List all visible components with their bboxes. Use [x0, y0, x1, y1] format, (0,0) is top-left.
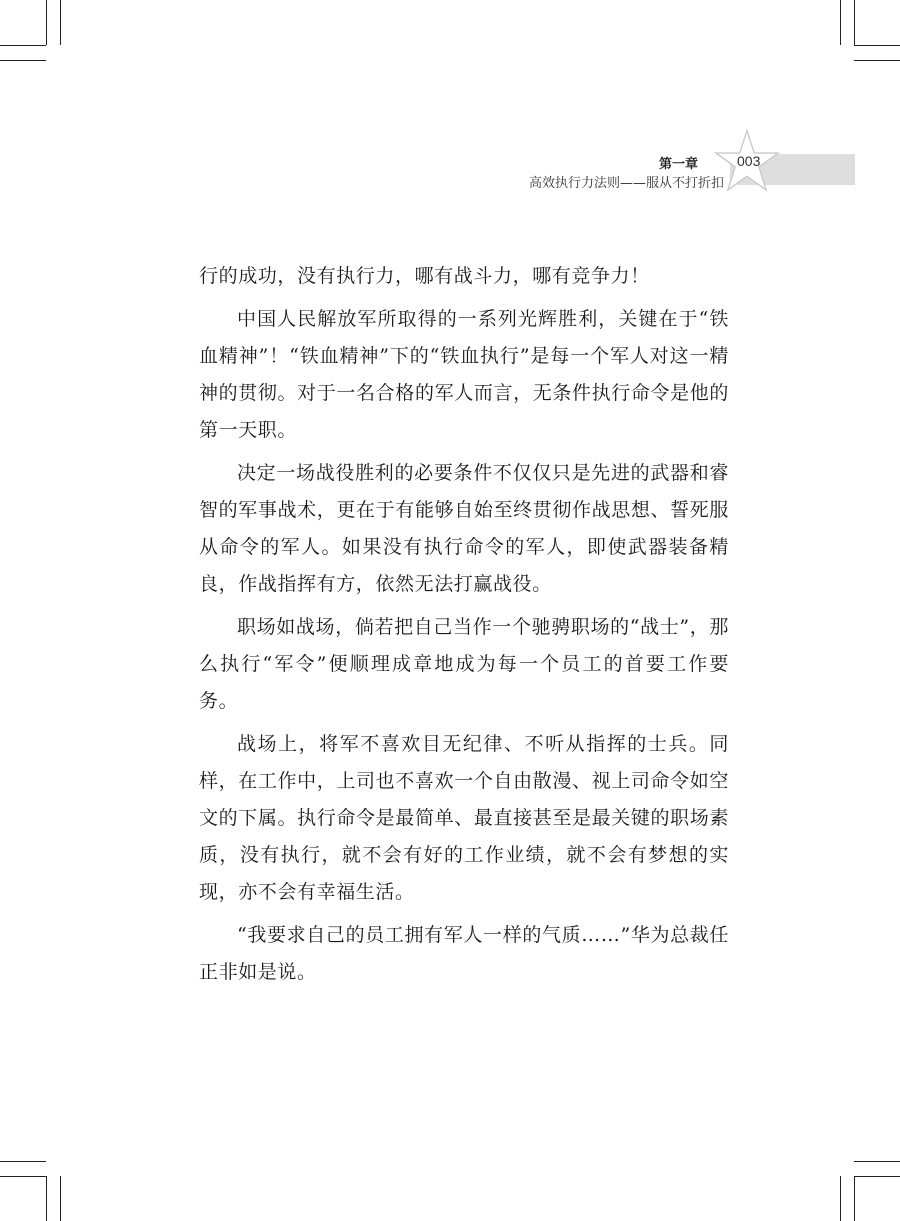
paragraph: 行的成功，没有执行力，哪有战斗力，哪有竞争力！	[199, 265, 650, 287]
paragraph: 战场上，将军不喜欢目无纪律、不听从指挥的士兵。同样，在工作中，上司也不喜欢一个自由散漫、视上司命令如空文的下属。执行命令是最简单、最直接甚至是最关键的职场素质，没有执行，就不会有好的工作业绩，就不会有梦想的实现，亦不会有幸福生活。	[199, 733, 729, 903]
running-header	[0, 128, 900, 198]
chapter-subtitle: 高效执行力法则——服从不打折扣	[528, 176, 724, 191]
paragraph: 中国人民解放军所取得的一系列光辉胜利，关键在于“铁血精神”！“铁血精神”下的“铁血执行”是每一个军人对这一精神的贯彻。对于一名合格的军人而言，无条件执行命令是他的第一天职。	[199, 308, 729, 441]
body-text	[199, 258, 729, 997]
chapter-label: 第一章	[658, 157, 698, 172]
page-number: 003	[737, 153, 761, 169]
paragraph: “我要求自己的员工拥有军人一样的气质……”华为总裁任正非如是说。	[199, 924, 729, 983]
paragraph: 职场如战场，倘若把自己当作一个驰骋职场的“战士”，那么执行“军令”便顺理成章地成为每一个员工的首要工作要务。	[199, 616, 729, 712]
paragraph: 决定一场战役胜利的必要条件不仅仅只是先进的武器和睿智的军事战术，更在于有能够自始至终贯彻作战思想、誓死服从命令的军人。如果没有执行命令的军人，即使武器装备精良，作战指挥有方，依然无法打赢战役。	[199, 462, 729, 595]
